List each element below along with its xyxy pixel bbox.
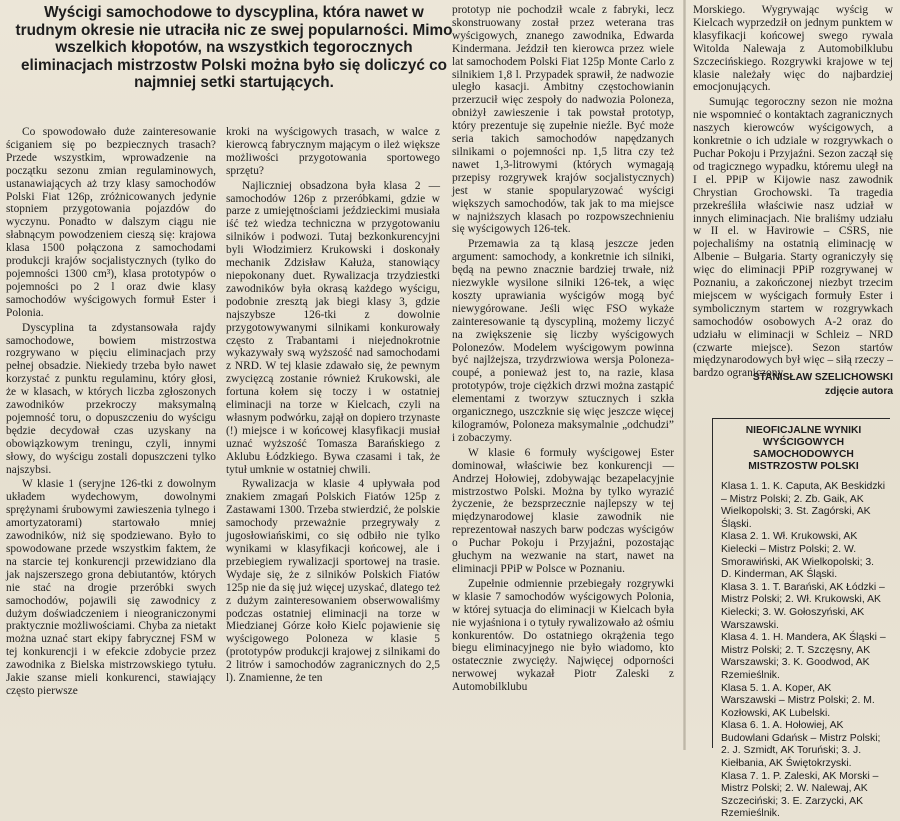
paragraph: W klasie 1 (seryjne 126-tki z dowolnym układem wydechowym, dowolnymi sprężynami śrubowymi zawieszenia tylnego i amortyzatorami) startowało mniej zawodników, niż się spodziewano. Było to spowodowane przede wszystkim faktem, że na starcie tej konkurencji przewidziano dla jak najszerszego grona debiutantów, których nie stać na drogie przeróbki swych samochodów, pojawili się zawodnicy z dużym doświadczeniem i nieograniczonymi praktycznie możliwościami. Chyba za nietakt można uznać start ekipy fabrycznej FSM w tej konkurencji i w efekcie zdobycie przez zawodnika z Bielska mistrzowskiego tytułu. Jakie szanse mieli konkurenci, stawiający często pierwsze xyxy=(6,478,216,697)
paragraph: Rywalizacja w klasie 4 upływała pod znakiem zmagań Polskich Fiatów 125p z Zastawami 1300. Trzeba stwierdzić, że polskie samochody przeważnie przegrywały z jugosłowiańskimi, co się odbiło nie tylko wynikami w klasyfikacji końcowej, ale i przebiegiem rywalizacji sportowej na trasie. Wydaje się, że z silników Polskich Fiatów 125p nie da się już więcej uzyskać, dlatego też z dużym zainteresowaniem obserwowaliśmy podczas ostatniej eliminacji na torze w Miedzianej Górze koło Kielc pojawienie się wyścigowego Poloneza w klasie 5 (prototypów produkcji krajowej z silnikami do 2 litrów i samochodów zagranicznych do 2,5 l). Znamienne, że ten xyxy=(226,478,440,685)
results-box xyxy=(712,418,890,820)
paragraph: Co spowodowało duże zainteresowanie ściganiem się po bezpiecznych trasach? Przede wszystkim, wprowadzenie na początku sezonu zmian regulaminowych, ustanawiających aż trzy klasy samochodów Polski Fiat 126p, zróżnicowanych jedynie stopniem przygotowania pojazdów do wyczynu. Ponadto w dalszym ciągu nie słabnącym powodzeniem cieszą się: krajowa klasa 1500 połączona z samochodami produkcji krajów socjalistycznych (tylko do pojemności 1300 cm³), klasa prototypów o pojemności po 2 l oraz dwie klasy samochodów wyścigowych formuł Ester i Polonia. xyxy=(6,126,216,319)
results-item: Klasa 4. 1. H. Mandera, AK Śląski – Mistrz Polski; 2. T. Szczęsny, AK Warszawski; 3. K. Goodwod, AK Rzemieślnik. xyxy=(721,632,886,681)
results-item: Klasa 1. 1. K. Caputa, AK Beskidzki – Mistrz Polski; 2. Zb. Gaik, AK Wielkopolski; 3. St. Zagórski, AK Śląski. xyxy=(721,481,886,530)
results-item: Klasa 7. 1. P. Zaleski, AK Morski – Mistrz Polski; 2. W. Nalewaj, AK Szczeciński; 3. E. Zarzycki, AK Rzemieślnik. xyxy=(721,770,879,820)
author-byline: STANISŁAW SZELICHOWSKI xyxy=(752,372,893,383)
paragraph: Dyscyplina ta zdystansowała rajdy samochodowe, bowiem mistrzostwa rozgrywano w pięciu eliminacjach przy pełnej obsadzie. Niekiedy trzeba było nawet korzystać z punktu regulaminu, który głosi, że w klasach, w których liczba zgłoszonych zawodników przekroczy maksymalną pojemność toru, o dopuszczeniu do wyścigu będzie decydował czas uzyskany na obowiązkowym treningu, czyli, innymi słowy, do wyścigu zostali dopuszczeni tylko najszybsi. xyxy=(6,321,216,476)
page-crease xyxy=(683,0,686,750)
results-item: Klasa 3. 1. T. Barański, AK Łódzki – Mistrz Polski; 2. Wł. Krukowski, AK Kielecki; 3. W. Gołoszyński, AK Warszawski. xyxy=(721,581,885,631)
paragraph: Przemawia za tą klasą jeszcze jeden argument: samochody, a konkretnie ich silniki, będą na pewno znacznie bardziej trwałe, niż niezwykle wysilone silniki 126-tek, a więc koszty uprawiania wyścigów mogą być niewygórowane. Jeśli więc FSO wykaże zainteresowanie tą dyscypliną, możemy liczyć na zwiększenie się liczby wyścigowych Polonezów. Modelem wyścigowym powinna być najlżejsza, trzydrzwiowa wersja Poloneza-coupé, a ponieważ jest to, na razie, klasa prototypów, troje ciężkich drzwi można zastąpić elementami z tworzyw sztucznych i szkła organicznego, uszczknie się więc jeszcze więcej kilogramów, Poloneza maksymalnie „odchudzi” i zobaczymy. xyxy=(452,238,674,444)
paragraph: Zupełnie odmiennie przebiegały rozgrywki w klasie 7 samochodów wyścigowych Polonia, w której sytuacja do eliminacji w Kielcach była nie wyjaśniona i o tytuły rywalizowało aż ośmiu konkurentów. Do ostatniego okrążenia tego biegu eliminacyjnego nie było wiadomo, kto ostatecznie zwycięży. Najwięcej odporności nerwowej wykazał Piotr Zaleski z Automobilklubu xyxy=(452,577,674,694)
photo-credit: zdjęcie autora xyxy=(825,386,893,397)
results-item: Klasa 2. 1. Wł. Krukowski, AK Kielecki – Mistrz Polski; 2. W. Smorawiński, AK Wielkopolski; 3. D. Kinderman, AK Śląski. xyxy=(721,531,875,581)
results-title: NIEOFICJALNE WYNIKI WYŚCIGOWYCH SAMOCHODOWYCH MISTRZOSTW POLSKI xyxy=(745,425,862,472)
paragraph: prototyp nie pochodził wcale z fabryki, lecz skonstruowany został przez weterana tras wyścigowych, znanego zawodnika, Edwarda Kindermana. Jeździł ten kierowca przez wiele lat samochodem Polski Fiat 125p Monte Carlo z silnikiem 1,8 l. Przypadek sprawił, że nadwozie uległo kasacji. Ambitny częstochowianin przerzucił więc zespoły do nadwozia Poloneza, obniżył zawieszenie i tak powstał prototyp, który prezentuje się zupełnie nieźle. Być może seria takich samochodów napędzanych silnikami o pojemności np. 1,5 litra czy też nawet 1,3-litrowymi (których wymagają przepisy rozgrywek krajów socjalistycznych) jest w stanie spopularyzować wyścigi większych samochodów, tak jak to ma miejsce w najniższych klasach po rozpowszechnieniu się wyścigowych 126-tek. xyxy=(452,4,674,236)
paragraph: Najliczniej obsadzona była klasa 2 — samochodów 126p z przeróbkami, gdzie w parze z umiejętnościami jeździeckimi musiała iść też wiedza techniczna w przygotowaniu silników i podwozi. Tutaj bezkonkurencyjni byli Włodzimierz Krukowski i doskonały mechanik Zdzisław Kałuża, stanowiący niepokonany duet. Rywalizacja trzydziestki zawodników była okrasą każdego wyścigu, podobnie zresztą jak biegi klasy 3, gdzie najszybsze 126-tki z dowolnie przygotowywanymi silnikami konkurowały często z Trabantami i niejednokrotnie wykazywały swą wyższość nad samochodami z NRD. W tej klasie zdawało się, że pewnym zwycięzcą zostanie również Krukowski, ale fortuna kołem się toczy i w ostatniej eliminacji na torze w Kielcach, czyli na własnym podwórku, zajął on dopiero trzynaste (!) miejsce i w końcowej klasyfikacji musiał uznać wyższość Tomasza Barańskiego z Aklubu Łódzkiego. Bywa czasami i tak, że tytuł umknie w ostatniej chwili. xyxy=(226,179,440,476)
paragraph: kroki na wyścigowych trasach, w walce z kierowcą fabrycznym mającym o ileż większe możliwości przygotowania sportowego sprzętu? xyxy=(226,126,440,177)
results-item: Klasa 5. 1. A. Koper, AK Warszawski – Mistrz Polski; 2. M. Kozłowski, AK Lubelski. xyxy=(721,682,875,719)
paragraph: Morskiego. Wygrywając wyścig w Kielcach wyprzedził on jednym punktem w klasyfikacji końcowej swego rywala Witolda Nalewaja z Automobilklubu Szczecińskiego. Rozgrywki krajowe w tej klasie należały więc do najbardziej emocjonujących. xyxy=(693,4,893,94)
paragraph: W klasie 6 formuły wyścigowej Ester dominował, właściwie bez konkurencji — Andrzej Hołowiej, zdobywając bezapelacyjnie mistrzostwo Polski. Można by tylko wyrazić życzenie, że bezsprzecznie najlepszy w tej międzynarodowej klasie zawodnik nie reprezentował naszych barw podczas wyścigów o Puchar Pokoju i Przyjaźni, pozostając głuchym na wezwanie na start, nawet na eliminacji PPiP w Polsce w Poznaniu. xyxy=(452,446,674,575)
article-column-1 xyxy=(6,126,216,748)
article-column-3 xyxy=(452,4,674,748)
article-headline: Wyścigi samochodowe to dyscyplina, która nawet w trudnym okresie nie utraciła nic ze swej popularności. Mimo wszelkich kłopotów, na wszystkich tegorocznych eliminacjach mistrzostw Polski można było się doliczyć co najmniej setki startujących. xyxy=(15,4,453,92)
paragraph: Sumując tegoroczny sezon nie można nie wspomnieć o kontaktach zagranicznych naszych kierowców wyścigowych, a konkretnie o ich udziale w rozgrywkach o Puchar Pokoju i Przyjaźni. Sezon zaczął się od tragicznego wypadku, któremu uległ na I el. PPiP w Kijowie nasz zawodnik Chrystian Grochowski. Ta tragedia przekreśliła właściwie nasz udział w innych eliminacjach. Nie braliśmy udziału w II el. w Havirowie – CSRS, nie pojechaliśmy na ostatnią eliminację w Albenie – Bułgaria. Starty ograniczyły się więc do eliminacji PPiP rozgrywanej w Poznaniu, a zakończonej niezbyt trzecim miejscem w wyścigach formuły Ester i symbolicznym startem w rozgrywkach samochodów osobowych A-2 oraz do udziału w eliminacji w Schleiz – NRD (czwarte miejsce). Sezon startów międzynarodowych był więc – siłą rzeczy – bardzo ograniczony. xyxy=(693,96,893,380)
article-column-2 xyxy=(226,126,440,748)
results-item: Klasa 6. 1. A. Hołowiej, AK Budowlani Gdańsk – Mistrz Polski; 2. J. Szmidt, AK Toruński; 3. J. Kiełbania, AK Świętokrzyski. xyxy=(721,720,881,770)
